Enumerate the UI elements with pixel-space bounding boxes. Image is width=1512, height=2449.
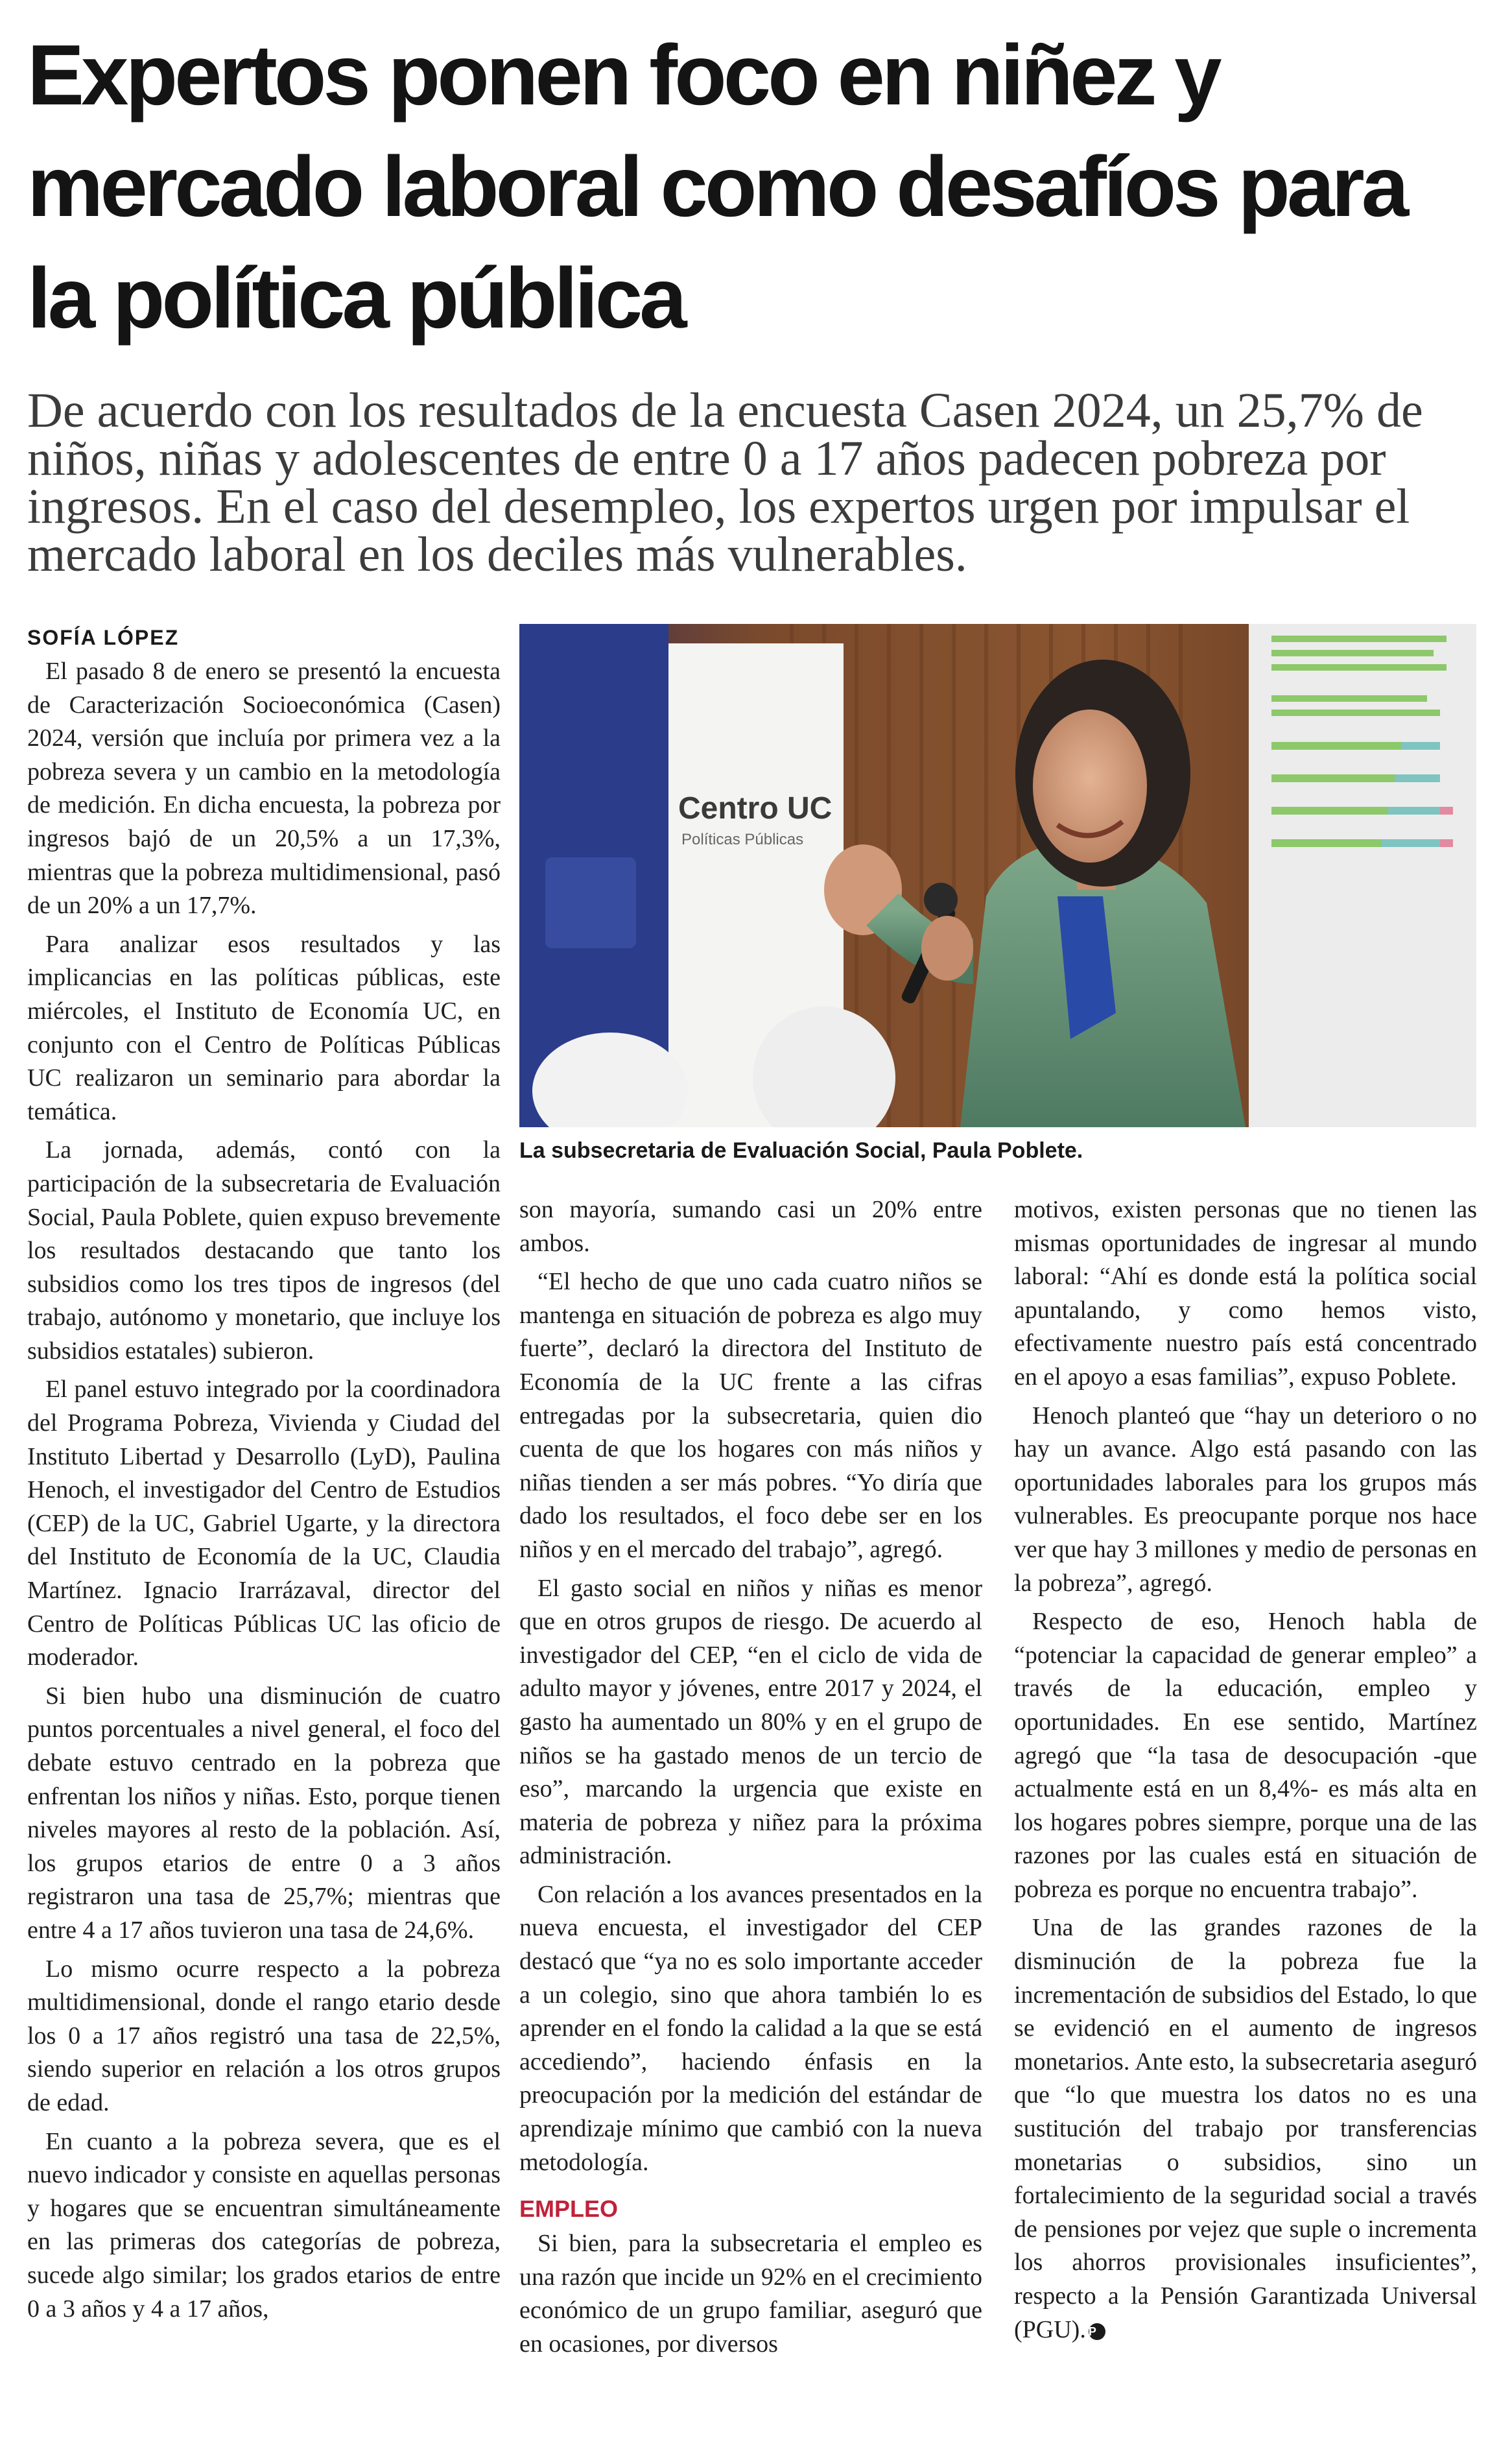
paragraph: Con relación a los avances presentados en la nueva encuesta, el investigador del CEP destacó que “ya no es solo importante acceder a un colegio, sino que ahora también lo es aprender en el fondo la calidad a la que se está accediendo”, haciendo énfasis en la preocupación por la medición del estándar de aprendizaje mínimo que cambió con la nueva metodología. [519,1880,982,2176]
paragraph: “El hecho de que uno cada cuatro niños se mantenga en situación de pobreza es algo muy fuerte”, declaró la directora del Instituto de Economía de la UC frente a las cifras entregadas por la subsecretaria, quien dio cuenta de que los hogares con más niños y niñas tienden a ser más pobres. “Yo diría que dado los resultados, el foco debe ser en los niños y en el mercado del trabajo”, agregó. [519,1268,982,1563]
paragraph-final [1014,1911,1477,2347]
article-column-2 [519,1193,982,2367]
paragraph-text: Una de las grandes razones de la disminución de la pobreza fue la incrementación de subsidios del Estado, lo que se evidenció en el aumento de ingresos monetarios. Ante esto, la subsecretaria aseguró que “lo que muestra los datos no es una sustitución del trabajo por transferencias monetarias o subsidios, sino un fortalecimiento de la seguridad social a través de pensiones por vejez que suple o incrementa los ahorros provisionales insuficientes”, respecto a la Pensión Garantizada Universal (PGU). [1014,1914,1477,2343]
paragraph: Si bien, para la subsecretaria el empleo es una razón que incide un 92% en el crecimiento económico de un grupo familiar, aseguró que en ocasiones, por diversos [519,2230,982,2358]
paragraph: Lo mismo ocurre respecto a la pobreza multidimensional, donde el rango etario desde los 0 a 17 años registró una tasa de 22,5%, siendo superior en relación a los otros grupos de edad. [27,1955,501,2116]
paragraph: En cuanto a la pobreza severa, que es el nuevo indicador y consiste en aquellas personas y hogares que se encuentran simultáneamente en las primeras dos categorías de pobreza, sucede algo similar; los grados etarios de entre 0 a 3 años y 4 a 17 años, [27,2127,501,2323]
paragraph: El gasto social en niños y niñas es menor que en otros grupos de riesgo. De acuerdo al investigador del CEP, “en el ciclo de vida de adulto mayor y jóvenes, entre 2017 y 2024, el gasto ha aumentado un 80% y en el grupo de niños se ha gastado menos de un tercio de eso”, marcando la urgencia que existe en materia de pobreza y niñez para la próxima administración. [519,1574,982,1870]
paragraph: motivos, existen personas que no tienen las mismas oportunidades de ingresar al mundo laboral: “Ahí es donde está la política social apuntalando, y como hemos visto, efectivamente nuestro país está concentrado en el apoyo a esas familias”, expuso Poblete. [1014,1196,1477,1391]
article-column-1 [27,623,501,2331]
article-photo [519,624,1476,1127]
section-heading: EMPLEO [519,2195,619,2223]
headline: Expertos ponen foco en niñez y mercado laboral como desafíos para la política pública [27,27,1406,346]
paragraph: son mayoría, sumando casi un 20% entre ambos. [519,1196,982,1257]
photo-caption: La subsecretaria de Evaluación Social, Paula Poblete. [519,1138,1083,1163]
paragraph: La jornada, además, contó con la participación de la subsecretaria de Evaluación Social, Paula Poblete, quien expuso brevemente los resultados destacando que tanto los subsidios como los tres tipos de ingresos (del trabajo, autónomo y monetario, que incluye los subsidios estatales) subieron. [27,1136,501,1365]
paragraph: Para analizar esos resultados y las implicancias en las políticas públicas, este miércoles, el Instituto de Economía UC, en conjunto con el Centro de Políticas Públicas UC realizaron un seminario para abordar la temática. [27,930,501,1125]
banner-title: Centro UC [678,791,833,826]
paragraph: Si bien hubo una disminución de cuatro puntos porcentuales a nivel general, el foco del debate estuvo centrado en la pobreza que enfrentan los niños y niñas. Esto, porque tienen niveles mayores al resto de la población. Así, los grupos etarios de entre 0 a 3 años registraron una tasa de 25,7%; mientras que entre 4 a 17 años tuvieron una tasa de 24,6%. [27,1682,501,1944]
byline: SOFÍA LÓPEZ [27,626,180,649]
paragraph: El pasado 8 de enero se presentó la encuesta de Caracterización Socioeconómica (Casen) 2024, versión que incluía por primera vez a la pobreza severa y un cambio en la metodología de medición. En dicha encuesta, la pobreza por ingresos bajó de un 20,5% a un 17,3%, mientras que la pobreza multidimensional, pasó de un 20% a un 17,7%. [27,658,501,920]
banner-subtitle: Políticas Públicas [681,831,804,848]
article-column-3 [1014,1193,1477,2352]
paragraph: El panel estuvo integrado por la coordinadora del Programa Pobreza, Vivienda y Ciudad del Instituto Libertad y Desarrollo (LyD), Paulina Henoch, el investigador del Centro de Estudios (CEP) de la UC, Gabriel Ugarte, y la directora del Instituto de Economía de la UC, Claudia Martínez. Ignacio Irarrázaval, director del Centro de Políticas Públicas UC las oficio de moderador. [27,1376,501,1671]
end-of-article-icon: P [1089,2323,1105,2340]
deck-lead: De acuerdo con los resultados de la encuesta Casen 2024, un 25,7% de niños, niñas y adolescentes de entre 0 a 17 años padecen pobreza por ingresos. En el caso del desempleo, los expertos urgen por impulsar el mercado laboral en los deciles más vulnerables. [27,383,1423,582]
paragraph: Respecto de eso, Henoch habla de “potenciar la capacidad de generar empleo” a través de la educación, empleo y oportunidades. En ese sentido, Martínez agregó que “la tasa de desocupación -que actualmente está en un 8,4%- es más alta en los hogares pobres siempre, porque una de las razones por las cuales está en situación de pobreza es porque no encuentra trabajo”. [1014,1608,1477,1903]
paragraph: Henoch planteó que “hay un deterioro o no hay un avance. Algo está pasando con las oportunidades laborales para los grupos más vulnerables. Es preocupante porque nos hace ver que hay 3 millones y medio de personas en la pobreza”, agregó. [1014,1402,1477,1597]
